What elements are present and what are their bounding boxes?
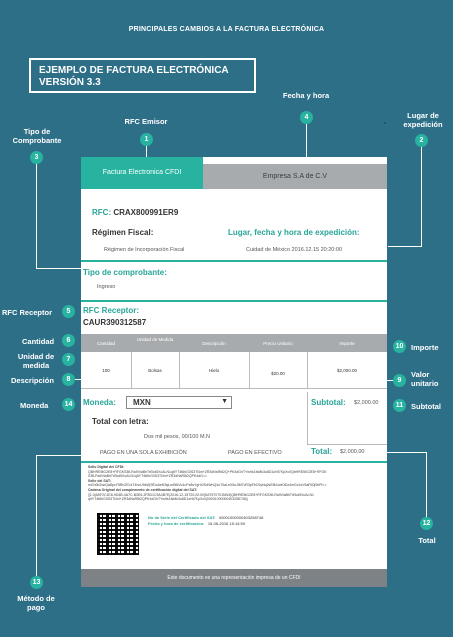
separator bbox=[81, 300, 387, 302]
badge-3: 3 bbox=[30, 151, 43, 164]
table-row bbox=[81, 352, 387, 389]
regimen-label: Régimen Fiscal: bbox=[92, 228, 154, 237]
th-cantidad: Cantidad bbox=[96, 341, 115, 346]
invoice-footer: Este documento es una representación impresa de un CFDI bbox=[81, 569, 387, 587]
badge-13: 13 bbox=[30, 576, 43, 589]
separator bbox=[81, 461, 387, 463]
label-metodo-pago: Método de pago bbox=[17, 594, 55, 612]
badge-12: 12 bbox=[420, 517, 433, 530]
connector-total-v bbox=[426, 452, 427, 517]
sello-cfdi-label: Sello Digital del CFDI: bbox=[88, 465, 125, 469]
total-value: $2,000.00 bbox=[340, 449, 365, 455]
th-descripcion: Descripción bbox=[202, 341, 226, 346]
badge-1: 1 bbox=[140, 133, 153, 146]
sello-sat-label: Sello del SAT: bbox=[88, 478, 111, 483]
connector-tipo-h bbox=[36, 268, 81, 269]
badge-14: 14 bbox=[62, 398, 75, 411]
sello-cfdi-value-2: S3fLRa9ViaBhTrEkd5XcALN1q5YT4t6hG0S3Tl4nl+ZR3dNsR5t2QPK4dG== bbox=[88, 474, 207, 479]
th-precio: Precio Unitario bbox=[263, 341, 293, 346]
label-tipo-comprobante: Tipo de Comprobante bbox=[12, 127, 62, 145]
cell-descripcion: Hielo bbox=[208, 368, 220, 373]
cadena-value: ||1.0|A5F2C1E8-9D4B-4A7C-B3E6-2F8D1C9A4B7E|2016-12-15T20:20:00|SAT970701NN3|QBHRE5tG2E8+RFGKS3fLRa9ViaBhTrEkd5XcALN1 bbox=[88, 492, 314, 497]
label-unidad-medida: Unidad de medida bbox=[17, 352, 55, 370]
sello-sat-value: mGh0bZwrQa8pvY5Rn2ELkT4hcU9sWj7fDxAeN3qLmB6tVo1cPz8sYgHr2KdWnQ4uT0aLeX5oJiM7vR3pFbC9yNq2sE8hUwKtDz4mGc1xV6aRlOj0bPf== bbox=[88, 483, 327, 488]
badge-11: 11 bbox=[393, 399, 406, 412]
label-total: Total bbox=[418, 536, 436, 545]
label-valor-unitario: Valor unitario bbox=[411, 370, 439, 388]
th-unidad: Unidad de Medida bbox=[136, 337, 174, 342]
pago-exhibicion: PAGO EN UNA SOLA EXHIBICIÓN bbox=[100, 450, 187, 456]
total-letra-value: Dos mil pesos, 00/100 M.N bbox=[144, 434, 211, 440]
moneda-label: Moneda: bbox=[83, 398, 116, 407]
concept-table bbox=[81, 334, 387, 388]
tab-empresa[interactable]: Empresa S.A de C.V bbox=[203, 164, 387, 189]
label-subtotal: Subtotal bbox=[411, 402, 441, 411]
badge-2: 2 bbox=[415, 134, 428, 147]
divider bbox=[307, 444, 387, 445]
connector-pago-h bbox=[36, 455, 81, 456]
chevron-down-icon: ▼ bbox=[221, 398, 228, 405]
total-letra-label: Total con letra: bbox=[92, 417, 149, 426]
subtotal-label: Subtotal: bbox=[311, 398, 346, 407]
invoice-tabs bbox=[81, 157, 387, 189]
cell-importe: $2,000.00 bbox=[336, 368, 358, 373]
lugar-fecha-value: Cuidad de México 2016.12.15 20:20:00 bbox=[246, 247, 343, 253]
cell-precio: $20.00 bbox=[271, 371, 285, 376]
qr-code bbox=[97, 513, 139, 555]
certificate-info bbox=[148, 515, 263, 527]
connector-total-h bbox=[385, 452, 427, 453]
col-divider bbox=[249, 352, 250, 388]
decorative-dot bbox=[384, 122, 386, 124]
rfc-value: CRAX800991ER9 bbox=[113, 208, 179, 217]
connector-pago-v bbox=[36, 455, 37, 576]
cell-unidad: Bolsas bbox=[148, 368, 162, 373]
fecha-cert-value: 15-06-2016 15:14:59 bbox=[207, 521, 245, 526]
label-rfc-receptor: RFC Receptor bbox=[2, 308, 53, 317]
badge-8: 8 bbox=[62, 373, 75, 386]
label-cantidad: Cantidad bbox=[22, 337, 55, 346]
tab-factura-cfdi[interactable]: Factura Electronica CFDI bbox=[81, 157, 203, 189]
moneda-select[interactable] bbox=[126, 396, 232, 409]
label-moneda: Moneda bbox=[20, 401, 49, 410]
example-title-line1: EJEMPLO DE FACTURA ELECTRÓNICA bbox=[39, 65, 229, 76]
badge-5: 5 bbox=[62, 305, 75, 318]
cadena-label: Cadena Original del complemento de certificación digital del SAT: bbox=[88, 487, 198, 492]
badge-4: 4 bbox=[300, 111, 313, 124]
badge-9: 9 bbox=[393, 374, 406, 387]
label-descripcion: Descripción bbox=[11, 376, 54, 385]
rfc-label: RFC: bbox=[92, 208, 112, 217]
label-importe: Importe bbox=[411, 343, 439, 352]
connector-lugar-h bbox=[388, 246, 422, 247]
connector-lugar-v bbox=[421, 147, 422, 247]
tipo-comprobante-label: Tipo de comprobante: bbox=[83, 268, 167, 277]
tipo-comprobante-value: Ingreso bbox=[97, 284, 116, 290]
label-rfc-emisor: RFC Emisor bbox=[124, 117, 168, 126]
badge-10: 10 bbox=[393, 340, 406, 353]
badge-6: 6 bbox=[62, 334, 75, 347]
seals-section bbox=[88, 465, 380, 511]
pago-efectivo: PAGO EN EFECTIVO bbox=[228, 450, 282, 456]
label-fecha-hora: Fecha y hora bbox=[282, 91, 330, 100]
page-header: PRINCIPALES CAMBIOS A LA FACTURA ELECTRÓNICA bbox=[128, 26, 325, 33]
cadena-value-2: q5YT4t6hG0S3Tl4nl+ZR3dNsR5t2QPK4dGhTYw9s1fsMk3u8D1oNt7KpXv0|00001000000403258748|| bbox=[88, 497, 248, 502]
cert-sat-value: 00001000000403258748 bbox=[218, 515, 264, 520]
subtotal-value: $2,000.00 bbox=[354, 400, 379, 406]
th-importe: Importe bbox=[339, 341, 355, 346]
sello-cfdi-value: QBHRE5tG2E8+RFGKS3fLRa9ViaBhTrEkd5XcALN1q5YT4t6hG0S3Tl4nl+ZR3dNsR5t2Q+PK4dGhTYw9s1fsMk3u8D1oNt7KpXv0QbHRE5tG2E8+RFGK bbox=[88, 469, 327, 474]
example-title-line2: VERSIÓN 3.3 bbox=[39, 77, 101, 88]
rfc-receptor-label: RFC Receptor: bbox=[83, 306, 140, 315]
total-label: Total: bbox=[311, 447, 333, 456]
badge-7: 7 bbox=[62, 353, 75, 366]
rfc-receptor-value: CAUR390312587 bbox=[83, 318, 147, 327]
cell-cantidad: 100 bbox=[102, 368, 110, 373]
regimen-value: Régimen de Incorporación Fiscal bbox=[104, 247, 185, 253]
rfc-emisor-field bbox=[92, 208, 178, 217]
fecha-cert-label: Fecha y hora de certificación: bbox=[148, 521, 205, 526]
cert-sat-label: No de Serie del Certificado del SAT: bbox=[148, 515, 216, 520]
label-lugar-expedicion: Lugar de expedición bbox=[403, 111, 443, 129]
example-title-box bbox=[29, 58, 256, 93]
moneda-value: MXN bbox=[133, 398, 151, 407]
separator bbox=[81, 260, 387, 262]
connector-tipo-v bbox=[36, 164, 37, 268]
lugar-fecha-label: Lugar, fecha y hora de expedición: bbox=[228, 228, 360, 237]
